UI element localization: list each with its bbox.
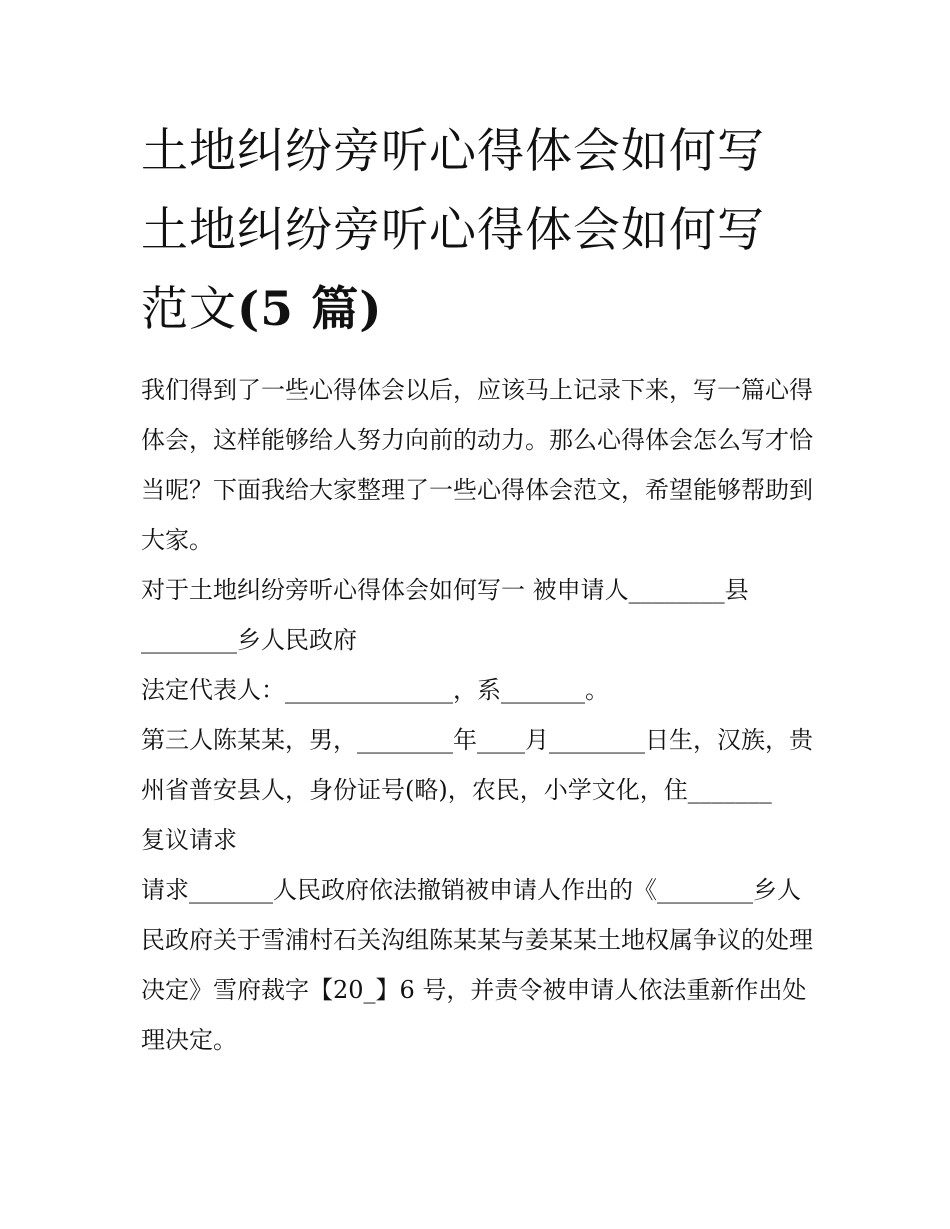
legal-representative-paragraph: 法定代表人：______________，系_______。 — [141, 676, 609, 704]
request-heading: 复议请求 — [141, 826, 237, 854]
document-page — [141, 112, 813, 1065]
section-heading-paragraph: 对于土地纠纷旁听心得体会如何写一 被申请人________县________乡人民政府 — [141, 576, 749, 654]
title-line-2: 土地纠纷旁听心得体会如何写 — [141, 203, 765, 258]
title-line-3 — [141, 270, 813, 349]
third-party-paragraph: 第三人陈某某，男，________年____月________日生，汉族，贵州省普安县人，身份证号(略)，农民，小学文化，住_______ — [141, 726, 813, 804]
document-title — [141, 112, 813, 349]
request-paragraph: 请求_______人民政府依法撤销被申请人作出的《________乡人民政府关于雪浦村石关沟组陈某某与姜某某土地权属争议的处理决定》雪府裁字【20_】6 号，并责令被申请人依法重新作出处理决定。 — [141, 876, 813, 1054]
title-line-1: 土地纠纷旁听心得体会如何写 — [141, 124, 765, 179]
intro-paragraph: 我们得到了一些心得体会以后，应该马上记录下来，写一篇心得体会，这样能够给人努力向前的动力。那么心得体会怎么写才恰当呢？下面我给大家整理了一些心得体会范文，希望能够帮助到大家。 — [141, 376, 813, 554]
title-line-3-prefix: 范文 — [141, 282, 237, 337]
title-line-3-count: (5 篇) — [237, 282, 383, 337]
